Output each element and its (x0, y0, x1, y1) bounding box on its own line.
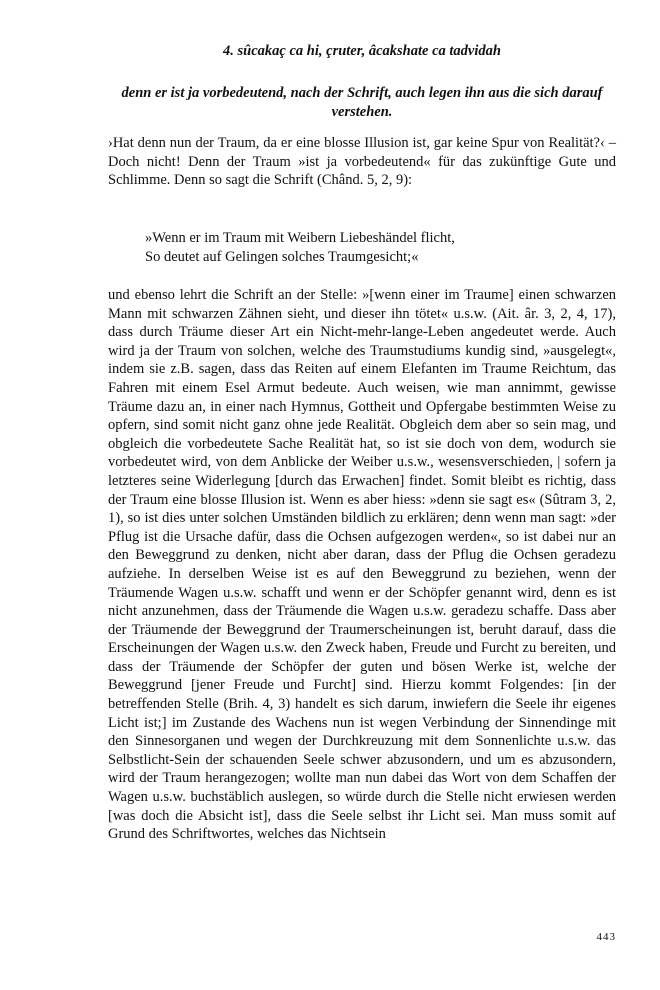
verse-line-1: »Wenn er im Traum mit Weibern Liebeshändel flicht, (145, 230, 455, 246)
verse-quote (145, 229, 615, 267)
sutra-heading: 4. sûcakaç ca hi, çruter, âcakshate ca tadvidah (223, 43, 501, 59)
page-number: 443 (596, 931, 616, 943)
body-paragraph-2: und ebenso lehrt die Schrift an der Stelle: »[wenn einer im Traume] einen schwarzen Mann mit schwarzen Zähnen sieht, und dieser ihn tötet« u.s.w. (Ait. âr. 3, 2, 4, 17), dass durch Träume dieser Art ein Nicht-mehr-lange-Leben angedeutet werde. Auch wird ja der Traum von solchen, welche des Traumstudiums kundig sind, »ausgelegt«, indem sie z.B. sagen, dass das Reiten auf einem Elefanten im Traume Reichtum, das Fahren mit einem Esel Armut bedeute. Auch weisen, wie man annimmt, gewisse Träume dazu an, in einer nach Hymnus, Gottheit und Opfergabe bestimmten Weise zu opfern, sind somit nicht ganz ohne jede Realität. Obgleich dem aber so sein mag, und obgleich die vorbedeutete Sache Realität hat, so ist sie doch von dem, wodurch sie vorbedeutet wird, von dem Anblicke der Weiber u.s.w., wesensverschieden, | sofern ja letzteres seine Widerlegung [durch das Erwachen] findet. Somit bleibt es richtig, dass der Traum eine blosse Illusion ist. Wenn es aber hiess: »denn sie sagt es« (Sûtram 3, 2, 1), so ist dies unter solchen Umständen bildlich zu erklären; denn wenn man sagt: »der Pflug ist die Ursache dafür, dass die Ochsen aufgezogen werden«, so ist dabei nur an den Beweggrund zu denken, nicht aber daran, dass der Pflug die Ochsen geradezu aufziehe. In derselben Weise ist es auf den Beweggrund zu beziehen, wenn der Träumende Wagen u.s.w. schafft und wenn er der Schöpfer genannt wird, denn es ist nicht anzunehmen, dass der Träumende die Wagen u.s.w. geradezu schaffe. Dass aber der Träumende der Beweggrund der Traumerscheinungen ist, beruht darauf, dass die Erscheinungen der Wagen u.s.w. den Zweck haben, Freude und Furcht zu bereiten, und dass der Träumende der Schöpfer der guten und bösen Werke ist, welche der Beweggrund [jener Freude und Furcht] sind. Hierzu kommt Folgendes: [in der betreffenden Stelle (Brih. 4, 3) handelt es sich darum, inwiefern die Seele ihr eigenes Licht ist;] im Zustande des Wachens nun ist wegen Verbindung der Sinnendinge mit den Sinnesorganen und wegen der Durchkreuzung mit dem Sonnenlichte u.s.w. das Selbstlicht-Sein der schauenden Seele schwer abzusondern, und um es abzusondern, wird der Traum herangezogen; wollte man nun dabei das Wort von dem Schaffen der Wagen u.s.w. buchstäblich auslegen, so würde durch die Stelle nicht erwiesen werden [was doch die Absicht ist], dass die Seele selbst ihr Licht sei. Man muss somit auf Grund des Schriftwortes, welches das Nichtsein (108, 287, 616, 843)
verse-line-2: So deutet auf Gelingen solches Traumgesicht;« (145, 249, 419, 265)
sutra-translation: denn er ist ja vorbedeutend, nach der Schrift, auch legen ihn aus die sich darauf verstehen. (121, 85, 603, 120)
body-paragraph-1: ›Hat denn nun der Traum, da er eine blosse Illusion ist, gar keine Spur von Realität?‹ – Doch nicht! Denn der Traum »ist ja vorbedeutend« für das zukünftige Gute und Schlimme. Denn so sagt die Schrift (Chând. 5, 2, 9): (108, 135, 616, 189)
